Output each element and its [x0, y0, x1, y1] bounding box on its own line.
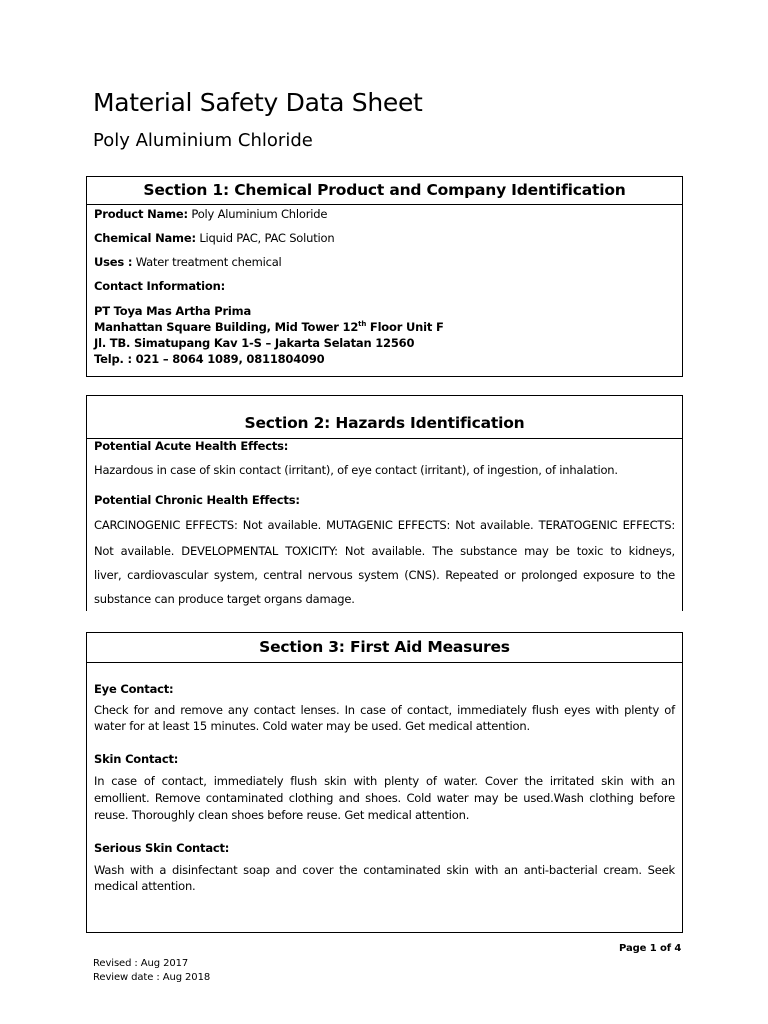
chronic-effects-label: Potential Chronic Health Effects:: [94, 493, 300, 507]
address-part-2: Floor Unit F: [366, 320, 444, 334]
company-phone: Telp. : 021 – 8064 1089, 0811804090: [94, 352, 325, 366]
chronic-effects-line: liver, cardiovascular system, central nervous system (CNS). Repeated or prolonged exposure to the: [94, 568, 675, 582]
page-number: Page 1 of 4: [619, 943, 682, 954]
section-2-box: [86, 395, 683, 611]
acute-effects-label: Potential Acute Health Effects:: [94, 439, 289, 453]
document-subtitle: Poly Aluminium Chloride: [93, 130, 313, 151]
chronic-effects-line: substance can produce target organs damage.: [94, 592, 355, 606]
skin-contact-line: In case of contact, immediately flush skin with plenty of water. Cover the irritated skin with an: [94, 774, 675, 788]
serious-skin-contact-line: Wash with a disinfectant soap and cover the contaminated skin with an anti-bacterial cream. Seek: [94, 863, 675, 877]
acute-effects-text: Hazardous in case of skin contact (irritant), of eye contact (irritant), of ingestion, of inhalation.: [94, 463, 618, 477]
uses-label: Uses :: [94, 255, 133, 269]
product-name-value: Poly Aluminium Chloride: [191, 207, 328, 221]
product-name-row: [94, 207, 327, 221]
company-name: PT Toya Mas Artha Prima: [94, 304, 252, 318]
skin-contact-line: reuse. Thoroughly clean shoes before reuse. Get medical attention.: [94, 808, 470, 822]
contact-info-label: Contact Information:: [94, 279, 226, 293]
chemical-name-row: [94, 231, 334, 245]
eye-contact-line: water for at least 15 minutes. Cold water may be used. Get medical attention.: [94, 719, 530, 733]
section-3-box: [86, 632, 683, 933]
uses-value: Water treatment chemical: [135, 255, 282, 269]
address-superscript: th: [358, 320, 367, 329]
section-2-heading: Section 2: Hazards Identification: [87, 396, 682, 439]
revised-date: Revised : Aug 2017: [93, 958, 189, 969]
serious-skin-contact-label: Serious Skin Contact:: [94, 841, 230, 855]
chronic-effects-line: CARCINOGENIC EFFECTS: Not available. MUTAGENIC EFFECTS: Not available. TERATOGENIC EFFECTS:: [94, 518, 675, 532]
uses-row: [94, 255, 282, 269]
skin-contact-label: Skin Contact:: [94, 752, 179, 766]
review-date: Review date : Aug 2018: [93, 972, 211, 983]
company-address-line-2: Jl. TB. Simatupang Kav 1-S – Jakarta Selatan 12560: [94, 336, 415, 350]
skin-contact-line: emollient. Remove contaminated clothing and shoes. Cold water may be used.Wash clothing before: [94, 791, 675, 805]
eye-contact-label: Eye Contact:: [94, 682, 174, 696]
address-part-1: Manhattan Square Building, Mid Tower 12: [94, 320, 359, 334]
product-name-label: Product Name:: [94, 207, 188, 221]
section-3-heading: Section 3: First Aid Measures: [87, 633, 682, 663]
chemical-name-label: Chemical Name:: [94, 231, 196, 245]
company-address-line-1: [94, 320, 444, 334]
serious-skin-contact-line: medical attention.: [94, 879, 196, 893]
section-1-box: [86, 176, 683, 377]
chemical-name-value: Liquid PAC, PAC Solution: [199, 231, 335, 245]
chronic-effects-line: Not available. DEVELOPMENTAL TOXICITY: Not available. The substance may be toxic to kidneys,: [94, 544, 675, 558]
document-title: Material Safety Data Sheet: [93, 88, 423, 117]
eye-contact-line: Check for and remove any contact lenses. In case of contact, immediately flush eyes with plenty of: [94, 703, 675, 717]
section-1-heading: Section 1: Chemical Product and Company Identification: [87, 177, 682, 205]
